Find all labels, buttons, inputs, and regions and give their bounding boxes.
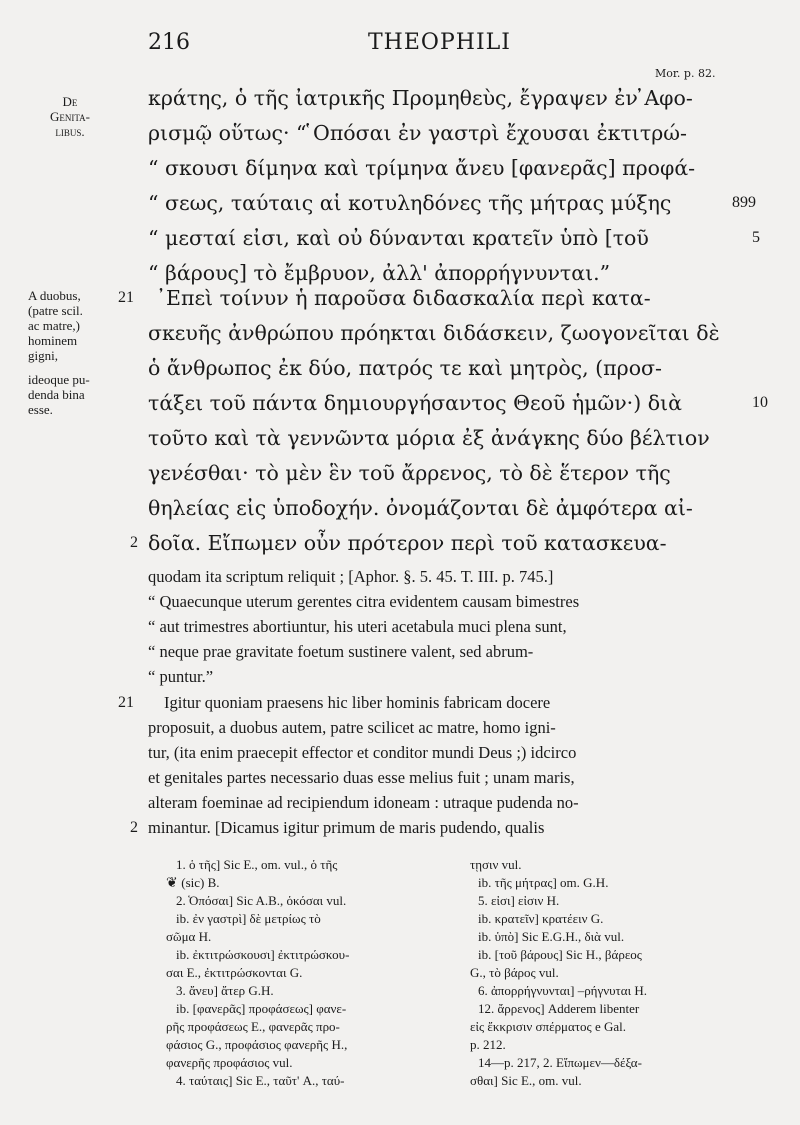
footnote-line: 2. ̔Οπόσαι] Sic A.B., ὁκόσαι vul.: [176, 893, 347, 908]
section-number: 2: [130, 819, 138, 836]
sidenote-line: De: [62, 94, 78, 109]
greek-line: “ σεως, ταύταις αἱ κοτυληδόνες τῆς μήτρας μύξης: [148, 191, 672, 215]
footnote-line: ib. κρατεῖν] κρατέειν G.: [478, 911, 604, 926]
latin-line: minantur. [Dicamus igitur primum de maris pudendo, qualis: [148, 818, 545, 837]
footnote-line: ib. [φανερᾶς] προφάσεως] φανε-: [176, 1001, 347, 1016]
section-number: 21: [118, 289, 134, 306]
footnote-line: 12. ἄρρενος] Adderem libenter: [478, 1001, 640, 1016]
sidenote-pudenda: [28, 372, 90, 417]
greek-line: τοῦτο καὶ τὰ γεννῶντα μόρια ἐξ ἀνάγκης δύο βέλτιον: [148, 426, 710, 450]
latin-line: alteram foeminae ad recipiendum idoneam : utraque pudenda no-: [148, 793, 579, 812]
sidenote-line: ideoque pu-: [28, 372, 90, 387]
sidenote-line: hominem: [28, 333, 78, 348]
running-title: THEOPHILI: [368, 30, 511, 55]
footnote-line: εἰς ἔκκρισιν σπέρματος e Gal.: [470, 1019, 626, 1034]
sidenote-line: ac matre,): [28, 318, 80, 333]
footnote-line: ib. [τοῦ βάρους] Sic H., βάρεος: [478, 947, 642, 962]
greek-line: κράτης, ὁ τῆς ἰατρικῆς Προμηθεὺς, ἔγραψεν ἐν ̓Αφο-: [148, 86, 693, 110]
sidenote-topic: [36, 94, 104, 139]
latin-line: “ neque prae gravitate foetum sustinere valent, sed abrum-: [148, 642, 534, 661]
sidenote-line: Genita-: [50, 109, 90, 124]
footnote-line: ib. ὑπὸ] Sic E.G.H., διὰ vul.: [478, 929, 625, 944]
footnote-line: ib. ἐν γαστρὶ] δὲ μετρίως τὸ: [176, 911, 321, 926]
footnote-line: φανερῆς προφάσιος vul.: [166, 1055, 293, 1070]
footnote-line: 3. ἄνευ] ἄτερ G.H.: [176, 983, 274, 998]
greek-line: ὁ ἄνθρωπος ἐκ δύο, πατρός τε καὶ μητρὸς, (προσ-: [148, 356, 662, 380]
sidenote-line: gigni,: [28, 348, 58, 363]
sidenote-line: esse.: [28, 402, 53, 417]
line-number: 5: [752, 229, 760, 246]
sidenote-line: libus.: [55, 124, 85, 139]
greek-line: θηλείας εἰς ὑποδοχήν. ὀνομάζονται δὲ ἀμφότερα αἰ-: [148, 496, 693, 520]
ornate-glyph-icon: ❦: [166, 876, 182, 891]
footnote-line: 1. ὁ τῆς] Sic E., om. vul., ὁ τῆς: [176, 857, 338, 872]
footnote-line: 5. εἰσι] εἰσιν H.: [478, 893, 560, 908]
latin-line: et genitales partes necessario duas esse melius fuit ; unam maris,: [148, 768, 575, 787]
sidenote-line: denda bina: [28, 387, 85, 402]
greek-line: ρισμῷ οὕτως· “ ̔Οπόσαι ἐν γαστρὶ ἔχουσαι ἐκτιτρώ-: [148, 121, 687, 145]
footnote-line: σαι E., ἐκτιτρώσκονται G.: [166, 965, 303, 980]
latin-line: quodam ita scriptum reliquit ; [Aphor. §. 5. 45. T. III. p. 745.]: [148, 567, 554, 586]
sidenote-a-duobus: [28, 288, 83, 363]
latin-line: Igitur quoniam praesens hic liber hominis fabricam docere: [164, 693, 551, 712]
latin-line: proposuit, a duobus autem, patre scilicet ac matre, homo igni-: [148, 718, 556, 737]
greek-line: τάξει τοῦ πάντα δημιουργήσαντος Θεοῦ ἡμῶν·) διὰ: [148, 391, 682, 415]
section-number: 2: [130, 534, 138, 551]
footnote-line: σῶμα H.: [166, 929, 212, 944]
section-number: 21: [118, 694, 134, 711]
footnote-line: 14—p. 217, 2. Εἴπωμεν—δέξα-: [478, 1055, 642, 1070]
footnote-line: σθαι] Sic E., om. vul.: [470, 1073, 582, 1088]
page-number: 216: [148, 30, 190, 55]
greek-line: σκευῆς ἀνθρώπου πρόηκται διδάσκειν, ζωογονεῖται δὲ: [148, 321, 720, 345]
footnote-line: ❦ (sic) B.: [166, 875, 220, 891]
sidenote-line: A duobus,: [28, 288, 81, 303]
latin-line: “ puntur.”: [148, 667, 214, 686]
greek-line: “ μεσταί εἰσι, καὶ οὐ δύνανται κρατεῖν ὑπὸ [τοῦ: [148, 226, 649, 250]
footnote-line: p. 212.: [470, 1037, 506, 1052]
line-number: 10: [752, 394, 768, 411]
footnote-line: ib. ἐκτιτρώσκουσι] ἐκτιτρώσκου-: [176, 947, 350, 962]
footnote-line: ρῆς προφάσεως E., φανερᾶς προ-: [166, 1019, 340, 1034]
footnote-line: 4. ταύταις] Sic E., ταῦτ' A., ταύ-: [176, 1073, 345, 1088]
footnote-line: 6. ἀπορρήγνυνται] –ρήγνυται H.: [478, 983, 647, 998]
page-reference: Mor. p. 82.: [655, 67, 716, 80]
line-number: 899: [732, 194, 756, 211]
footnote-line: φάσιος G., προφάσιος φανερῆς H.,: [166, 1037, 348, 1052]
greek-line: δοῖα. Εἴπωμεν οὖν πρότερον περὶ τοῦ κατασκευα-: [148, 531, 667, 555]
latin-line: “ Quaecunque uterum gerentes citra evidentem causam bimestres: [148, 592, 580, 611]
footnote-line: G., τὸ βάρος vul.: [470, 965, 559, 980]
greek-line: γενέσθαι· τὸ μὲν ἓν τοῦ ἄρρενος, τὸ δὲ ἕτερον τῆς: [148, 461, 671, 485]
latin-line: “ aut trimestres abortiuntur, his uteri acetabula muci plena sunt,: [148, 617, 567, 636]
footnote-line: ib. τῆς μήτρας] om. G.H.: [478, 875, 609, 890]
greek-line: “ σκουσι δίμηνα καὶ τρίμηνα ἄνευ [φανερᾶς] προφά-: [148, 156, 696, 180]
greek-line: “ βάρους] τὸ ἔμβρυον, ἀλλ' ἀπορρήγνυνται.”: [148, 261, 611, 285]
sidenote-line: (patre scil.: [28, 303, 83, 318]
footnote-line: τῃσιν vul.: [470, 857, 522, 872]
latin-line: tur, (ita enim praecepit effector et conditor mundi Deus ;) idcirco: [148, 743, 577, 762]
greek-line: ̓Επεὶ τοίνυν ἡ παροῦσα διδασκαλία περὶ κατα-: [166, 286, 651, 310]
